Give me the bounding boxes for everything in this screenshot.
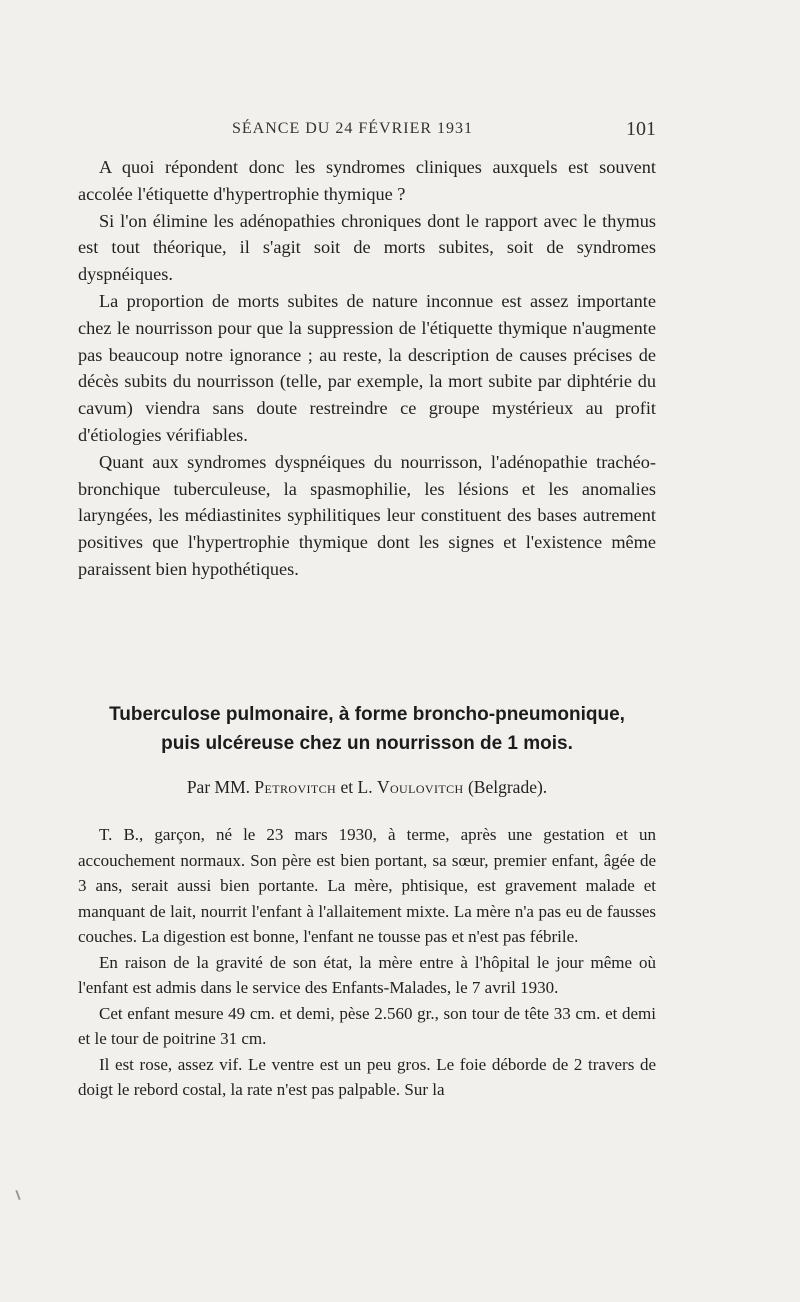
article-title-line: puis ulcéreuse chez un nourrisson de 1 mois.: [161, 733, 573, 754]
author-name: Voulovitch: [376, 777, 464, 797]
paragraph: En raison de la gravité de son état, la mère entre à l'hôpital le jour même où l'enfant est admis dans le service des Enfants-Malades, le 7 avril 1930.: [78, 952, 656, 997]
running-head: SÉANCE DU 24 FÉVRIER 1931: [232, 120, 474, 137]
author-name: Petrovitch: [254, 777, 337, 797]
scan-speck: [15, 1190, 20, 1200]
page-header: [78, 120, 656, 146]
page-number: 101: [626, 118, 656, 140]
article-byline: [78, 775, 656, 799]
article-title: [78, 700, 656, 758]
paragraph: Il est rose, assez vif. Le ventre est un peu gros. Le foie déborde de 2 travers de doigt le rebord costal, la rate n'est pas palpable. Sur la: [78, 1054, 656, 1099]
paragraph: Cet enfant mesure 49 cm. et demi, pèse 2.560 gr., son tour de tête 33 cm. et demi et le tour de poitrine 31 cm.: [78, 1003, 656, 1048]
discussion-text: [78, 154, 656, 583]
article-title-line: Tuberculose pulmonaire, à forme broncho-pneumonique,: [109, 704, 625, 725]
paragraph: A quoi répondent donc les syndromes cliniques auxquels est souvent accolée l'étiquette d'hypertrophie thymique ?: [78, 157, 656, 204]
case-report-text: [78, 822, 656, 1103]
byline-connector: et L.: [340, 777, 373, 797]
byline-prefix: Par MM.: [186, 777, 251, 797]
paragraph: T. B., garçon, né le 23 mars 1930, à terme, après une gestation et un accouchement normaux. Son père est bien portant, sa sœur, premier enfant, âgée de 3 ans, serait aussi bien portante. La mère, phtisique, est gravement malade et manquant de lait, nourrit l'enfant à l'allaitement mixte. La mère n'a pas eu de fausses couches. La digestion est bonne, l'enfant ne tousse pas et n'est pas fébrile.: [78, 825, 656, 946]
byline-place: (Belgrade).: [467, 777, 548, 797]
paragraph: Si l'on élimine les adénopathies chroniques dont le rapport avec le thymus est tout théorique, il s'agit soit de morts subites, soit de syndromes dyspnéiques.: [78, 210, 656, 285]
paragraph: Quant aux syndromes dyspnéiques du nourrisson, l'adénopathie trachéo-bronchique tuberculeuse, la spasmophilie, les lésions et les anomalies laryngées, les médiastinites syphilitiques leur constituent des bases autrement positives que l'hypertrophie thymique dont les signes et l'existence même paraissent bien hypothétiques.: [78, 451, 656, 579]
paragraph: La proportion de morts subites de nature inconnue est assez importante chez le nourrisson pour que la suppression de l'étiquette thymique n'augmente pas beaucoup notre ignorance ; au reste, la description de causes précises de décès subits du nourrisson (telle, par exemple, la mort subite par diphtérie du cavum) viendra sans doute restreindre ce groupe mystérieux au profit d'étiologies vérifiables.: [78, 290, 656, 445]
